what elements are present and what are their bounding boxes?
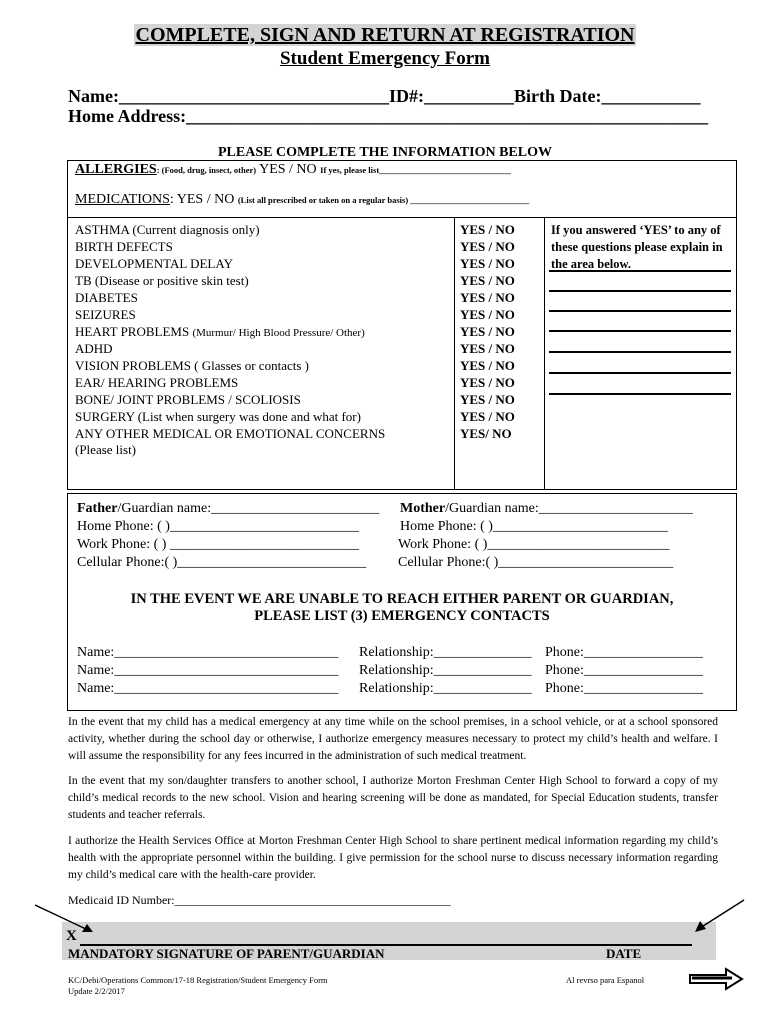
explain-line[interactable] bbox=[549, 290, 731, 292]
condition-sublabel: (Murmur/ High Blood Pressure/ Other) bbox=[192, 327, 365, 339]
yes-no-option[interactable]: YES / NO bbox=[460, 375, 515, 390]
signature-x-mark: X bbox=[66, 928, 77, 944]
condition-label: BIRTH DEFECTS bbox=[75, 239, 173, 254]
form-header bbox=[0, 24, 770, 47]
divider bbox=[544, 218, 545, 489]
home-address-line[interactable]: Home Address:__________________________________________________________ bbox=[68, 106, 709, 126]
authorization-paragraph: I authorize the Health Services Office at Morton Freshman Center High School to share pertinent medical information regarding my child’s health with the appropriate personnel within the building. I give permission for the school nurse to discuss necessary information regarding my child’s medical care with the health-care provider. bbox=[68, 835, 718, 881]
medicaid-id-field[interactable]: Medicaid ID Number:______________________________________________ bbox=[68, 893, 451, 907]
authorization-paragraph: In the event that my son/daughter transfers to another school, I authorize Morton Freshman Center High School to forward a copy of my child’s medical records to the new school. Vision and hearing screening will be done as mandated, for Special Education students, transfer students and teacher referrals. bbox=[68, 775, 718, 821]
contact-relationship[interactable]: Relationship:______________ bbox=[359, 645, 532, 660]
mother-cell-phone[interactable]: Cellular Phone:( )_________________________ bbox=[398, 555, 674, 570]
divider bbox=[454, 218, 455, 489]
signature-label: MANDATORY SIGNATURE OF PARENT/GUARDIAN bbox=[68, 946, 385, 961]
yes-no-option[interactable]: YES / NO bbox=[460, 358, 515, 373]
condition-heart bbox=[75, 324, 365, 340]
condition-label: HEART PROBLEMS bbox=[75, 324, 193, 339]
contact-relationship[interactable]: Relationship:______________ bbox=[359, 663, 532, 678]
yes-no-option[interactable]: YES / NO bbox=[460, 324, 515, 339]
mother-name-field[interactable] bbox=[400, 501, 693, 517]
condition-label: ADHD bbox=[75, 341, 113, 356]
father-cell-phone[interactable]: Cellular Phone:( )___________________________ bbox=[77, 555, 367, 570]
condition-label: TB (Disease or positive skin test) bbox=[75, 273, 249, 288]
pointer-arrow-icon bbox=[30, 900, 100, 940]
instructions: PLEASE COMPLETE THE INFORMATION BELOW bbox=[218, 145, 552, 160]
mother-home-phone[interactable]: Home Phone: ( )_________________________ bbox=[400, 519, 668, 534]
father-label: Father bbox=[77, 501, 118, 516]
explain-line[interactable] bbox=[549, 372, 731, 374]
contact-phone[interactable]: Phone:_________________ bbox=[545, 663, 703, 678]
father-name-field[interactable] bbox=[77, 501, 379, 517]
yes-no-option[interactable]: YES/ NO bbox=[460, 426, 512, 441]
medications-row[interactable] bbox=[75, 192, 529, 208]
emergency-heading-line: PLEASE LIST (3) EMERGENCY CONTACTS bbox=[254, 608, 550, 624]
mother-work-phone[interactable]: Work Phone: ( )__________________________ bbox=[398, 537, 670, 552]
spanish-note: Al revrso para Espanol bbox=[566, 975, 645, 985]
student-name-line[interactable]: Name:______________________________ID#:__________Birth Date:___________ bbox=[68, 86, 701, 106]
yes-no-option[interactable]: YES / NO bbox=[460, 307, 515, 322]
condition-label: ASTHMA (Current diagnosis only) bbox=[75, 222, 260, 237]
father-home-phone[interactable]: Home Phone: ( )___________________________ bbox=[77, 519, 359, 534]
allergies-list-line[interactable]: If yes, please list_______________________________ bbox=[320, 165, 511, 175]
contact-name[interactable]: Name:________________________________ bbox=[77, 681, 339, 696]
form-title: COMPLETE, SIGN AND RETURN AT REGISTRATION bbox=[135, 24, 635, 46]
emergency-heading-line: IN THE EVENT WE ARE UNABLE TO REACH EITHER PARENT OR GUARDIAN, bbox=[130, 591, 674, 607]
allergies-options[interactable]: YES / NO bbox=[259, 162, 317, 177]
condition-label: ANY OTHER MEDICAL OR EMOTIONAL CONCERNS bbox=[75, 426, 386, 441]
allergies-row[interactable] bbox=[75, 162, 511, 178]
medications-label: MEDICATIONS bbox=[75, 192, 170, 207]
condition-label: DIABETES bbox=[75, 290, 138, 305]
emergency-heading bbox=[67, 591, 737, 625]
contact-name[interactable]: Name:________________________________ bbox=[77, 645, 339, 660]
yes-no-option[interactable]: YES / NO bbox=[460, 239, 515, 254]
condition-label: SEIZURES bbox=[75, 307, 136, 322]
yes-no-option[interactable]: YES / NO bbox=[460, 222, 515, 237]
condition-label: EAR/ HEARING PROBLEMS bbox=[75, 375, 239, 390]
contact-relationship[interactable]: Relationship:______________ bbox=[359, 681, 532, 696]
next-page-arrow-icon bbox=[688, 966, 746, 992]
father-name-line[interactable]: /Guardian name:________________________ bbox=[117, 501, 380, 516]
explain-line[interactable] bbox=[549, 310, 731, 312]
yes-no-option[interactable]: YES / NO bbox=[460, 392, 515, 407]
divider bbox=[68, 217, 736, 218]
allergies-types: : (Food, drug, insect, other) bbox=[156, 165, 257, 175]
yes-no-option[interactable]: YES / NO bbox=[460, 256, 515, 271]
form-subtitle: Student Emergency Form bbox=[279, 48, 491, 69]
yes-no-option[interactable]: YES / NO bbox=[460, 290, 515, 305]
condition-label: SURGERY (List when surgery was done and what for) bbox=[75, 409, 361, 424]
yes-no-option[interactable]: YES / NO bbox=[460, 409, 515, 424]
condition-label: BONE/ JOINT PROBLEMS / SCOLIOSIS bbox=[75, 392, 301, 407]
explain-line[interactable] bbox=[549, 330, 731, 332]
footer-path: KC/Debi/Operations Common/17-18 Registration/Student Emergency Form bbox=[68, 975, 328, 985]
footer-update: Update 2/2/2017 bbox=[68, 986, 125, 996]
contact-phone[interactable]: Phone:_________________ bbox=[545, 681, 703, 696]
mother-label: Mother bbox=[400, 501, 446, 516]
explain-line[interactable] bbox=[549, 270, 731, 272]
allergies-label: ALLERGIES bbox=[75, 162, 157, 177]
explain-line[interactable] bbox=[549, 393, 731, 395]
mother-name-line[interactable]: /Guardian name:______________________ bbox=[445, 501, 693, 516]
footer-info bbox=[68, 975, 328, 997]
yes-no-option[interactable]: YES / NO bbox=[460, 341, 515, 356]
condition-label: (Please list) bbox=[75, 442, 137, 457]
condition-label: VISION PROBLEMS ( Glasses or contacts ) bbox=[75, 358, 309, 373]
contact-phone[interactable]: Phone:_________________ bbox=[545, 645, 703, 660]
explain-line[interactable] bbox=[549, 351, 731, 353]
explain-note: If you answered ‘YES’ to any of these questions please explain in the area below. bbox=[551, 223, 723, 271]
medications-options[interactable]: : YES / NO bbox=[169, 192, 235, 207]
date-label: DATE bbox=[606, 946, 642, 961]
pointer-arrow-icon bbox=[686, 896, 750, 938]
yes-no-option[interactable]: YES / NO bbox=[460, 273, 515, 288]
contact-name[interactable]: Name:________________________________ bbox=[77, 663, 339, 678]
medications-list-line[interactable]: (List all prescribed or taken on a regular basis) ____________________________ bbox=[237, 195, 530, 205]
condition-label: DEVELOPMENTAL DELAY bbox=[75, 256, 233, 271]
father-work-phone[interactable]: Work Phone: ( ) ___________________________ bbox=[77, 537, 359, 552]
authorization-paragraph: In the event that my child has a medical emergency at any time while on the school premises, in a school vehicle, or at a school sponsored activity, whether during the school day or otherwise, I authorize emergency measures necessary to protect my child’s health and welfare. I will assume the responsibility for any fees incurred in the administration of such medical treatment. bbox=[68, 716, 718, 762]
